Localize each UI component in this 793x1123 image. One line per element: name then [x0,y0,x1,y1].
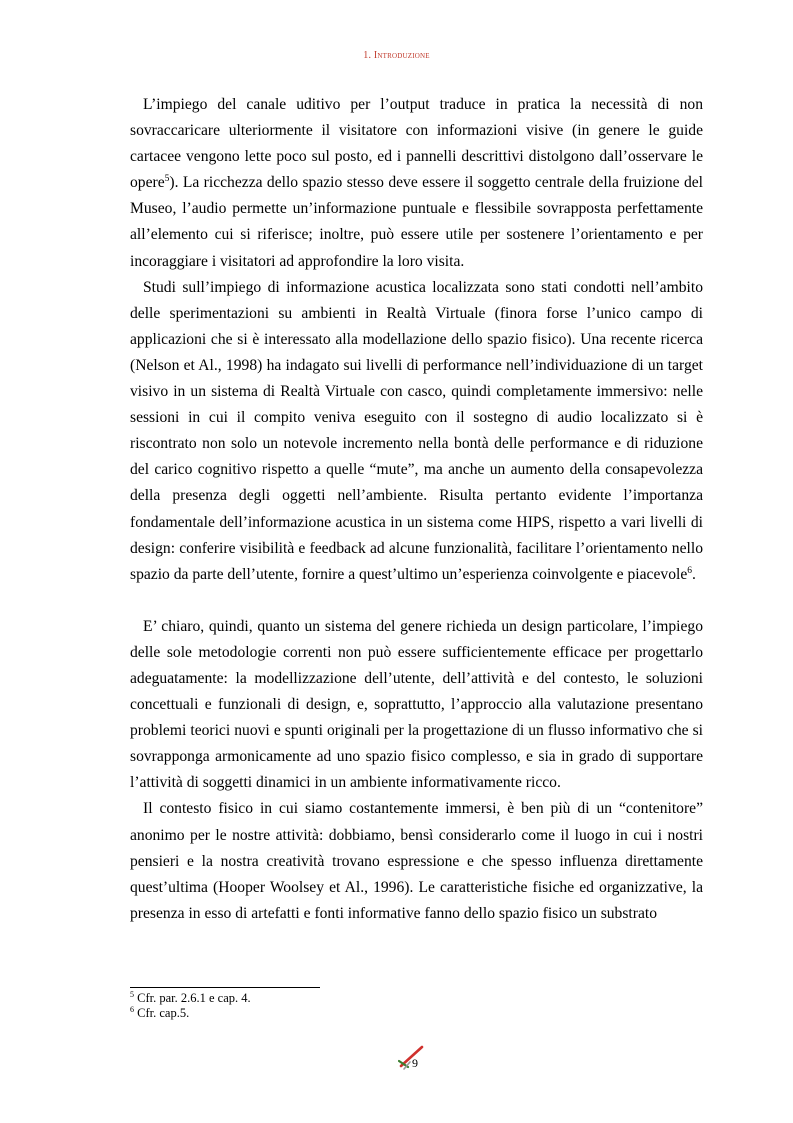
publisher-logo-icon [398,1044,438,1074]
paragraph: Studi sull’impiego di informazione acustica localizzata sono stati condotti nell’ambito delle sperimentazioni su ambienti in Realtà Virtuale (finora forse l’unico campo di applicazioni che si è interessato alla modellazione dello spazio fisico). Una recente ricerca (Nelson et Al., 1998) ha indagato sui livelli di performance nell’individuazione di un target visivo in un sistema di Realtà Virtuale con casco, quindi completamente immersivo: nelle sessioni in cui il compito veniva eseguito con il sostegno di audio localizzato si è riscontrato non solo un notevole incremento nella bontà delle performance e di riduzione del carico cognitivo rispetto a quelle “mute”, ma anche un aumento della consapevolezza della presenza degli oggetti nell’ambiente. Risulta pertanto evidente l’importanza fondamentale dell’informazione acustica in un sistema come HIPS, rispetto a vari livelli di design: conferire visibilità e feedback ad alcune funzionalità, facilitare l’orientamento nello spazio da parte dell’utente, fornire a quest’ultimo un’esperienza coinvolgente e piacevole$^6$. [130,278,703,583]
footnote-divider [130,987,320,988]
page-number: 9 [412,1056,418,1070]
paragraph: L’impiego del canale uditivo per l’output traduce in pratica la necessità di non sovraccaricare ulteriormente il visitatore con informazioni visive (in genere le guide cartacee vengono lette poco sul posto, ed i pannelli descrittivi distolgono dall’osservare le opere$^5$). La ricchezza dello spazio stesso deve essere il soggetto centrale della fruizione del Museo, l’audio permette un’informazione puntuale e flessibile sovrapposta perfettamente all’elemento cui si riferisce; inoltre, può essere utile per sostenere l’orientamento e per incoraggiare i visitatori ad approfondire la loro visita. [130,96,703,270]
page-footer [398,1044,438,1074]
footnotes [130,991,703,1021]
paragraph: Il contesto fisico in cui siamo costantemente immersi, è ben più di un “contenitore” anonimo per le nostre attività: dobbiamo, bensì considerarlo come il luogo in cui i nostri pensieri e la nostra creatività trovano espressione e che spesso influenza direttamente quest’ultima (Hooper Woolsey et Al., 1996). Le caratteristiche fisiche ed organizzative, la presenza in esso di artefatti e fonti informative fanno dello spazio fisico un substrato [130,800,703,922]
footnote-item: $^5$ Cfr. par. 2.6.1 e cap. 4. [130,989,251,1005]
chapter-number: 1. [363,50,374,61]
footnote-ref[interactable]: 6 [687,565,692,576]
footnote-item: $^6$ Cfr. cap.5. [130,1004,190,1020]
body-text [130,92,703,927]
paragraph: E’ chiaro, quindi, quanto un sistema del genere richieda un design particolare, l’impiego delle sole metodologie correnti non può essere sufficientemente efficace per progettarlo adeguatamente: la modellizzazione dell’utente, dell’attività e del contesto, le soluzioni concettuali e funzionali di design, e, soprattutto, l’approccio alla valutazione presentano problemi teorici nuovi e spunti originali per la progettazione di un flusso informativo che si sovrapponga armonicamente ad uno spazio fisico complesso, e sia in grado di supportare l’attività di soggetti dinamici in un ambiente informativamente ricco. [130,617,703,792]
footnote-ref[interactable]: 5 [164,174,170,185]
chapter-title: Introduzione [373,50,430,61]
running-header [0,50,793,61]
